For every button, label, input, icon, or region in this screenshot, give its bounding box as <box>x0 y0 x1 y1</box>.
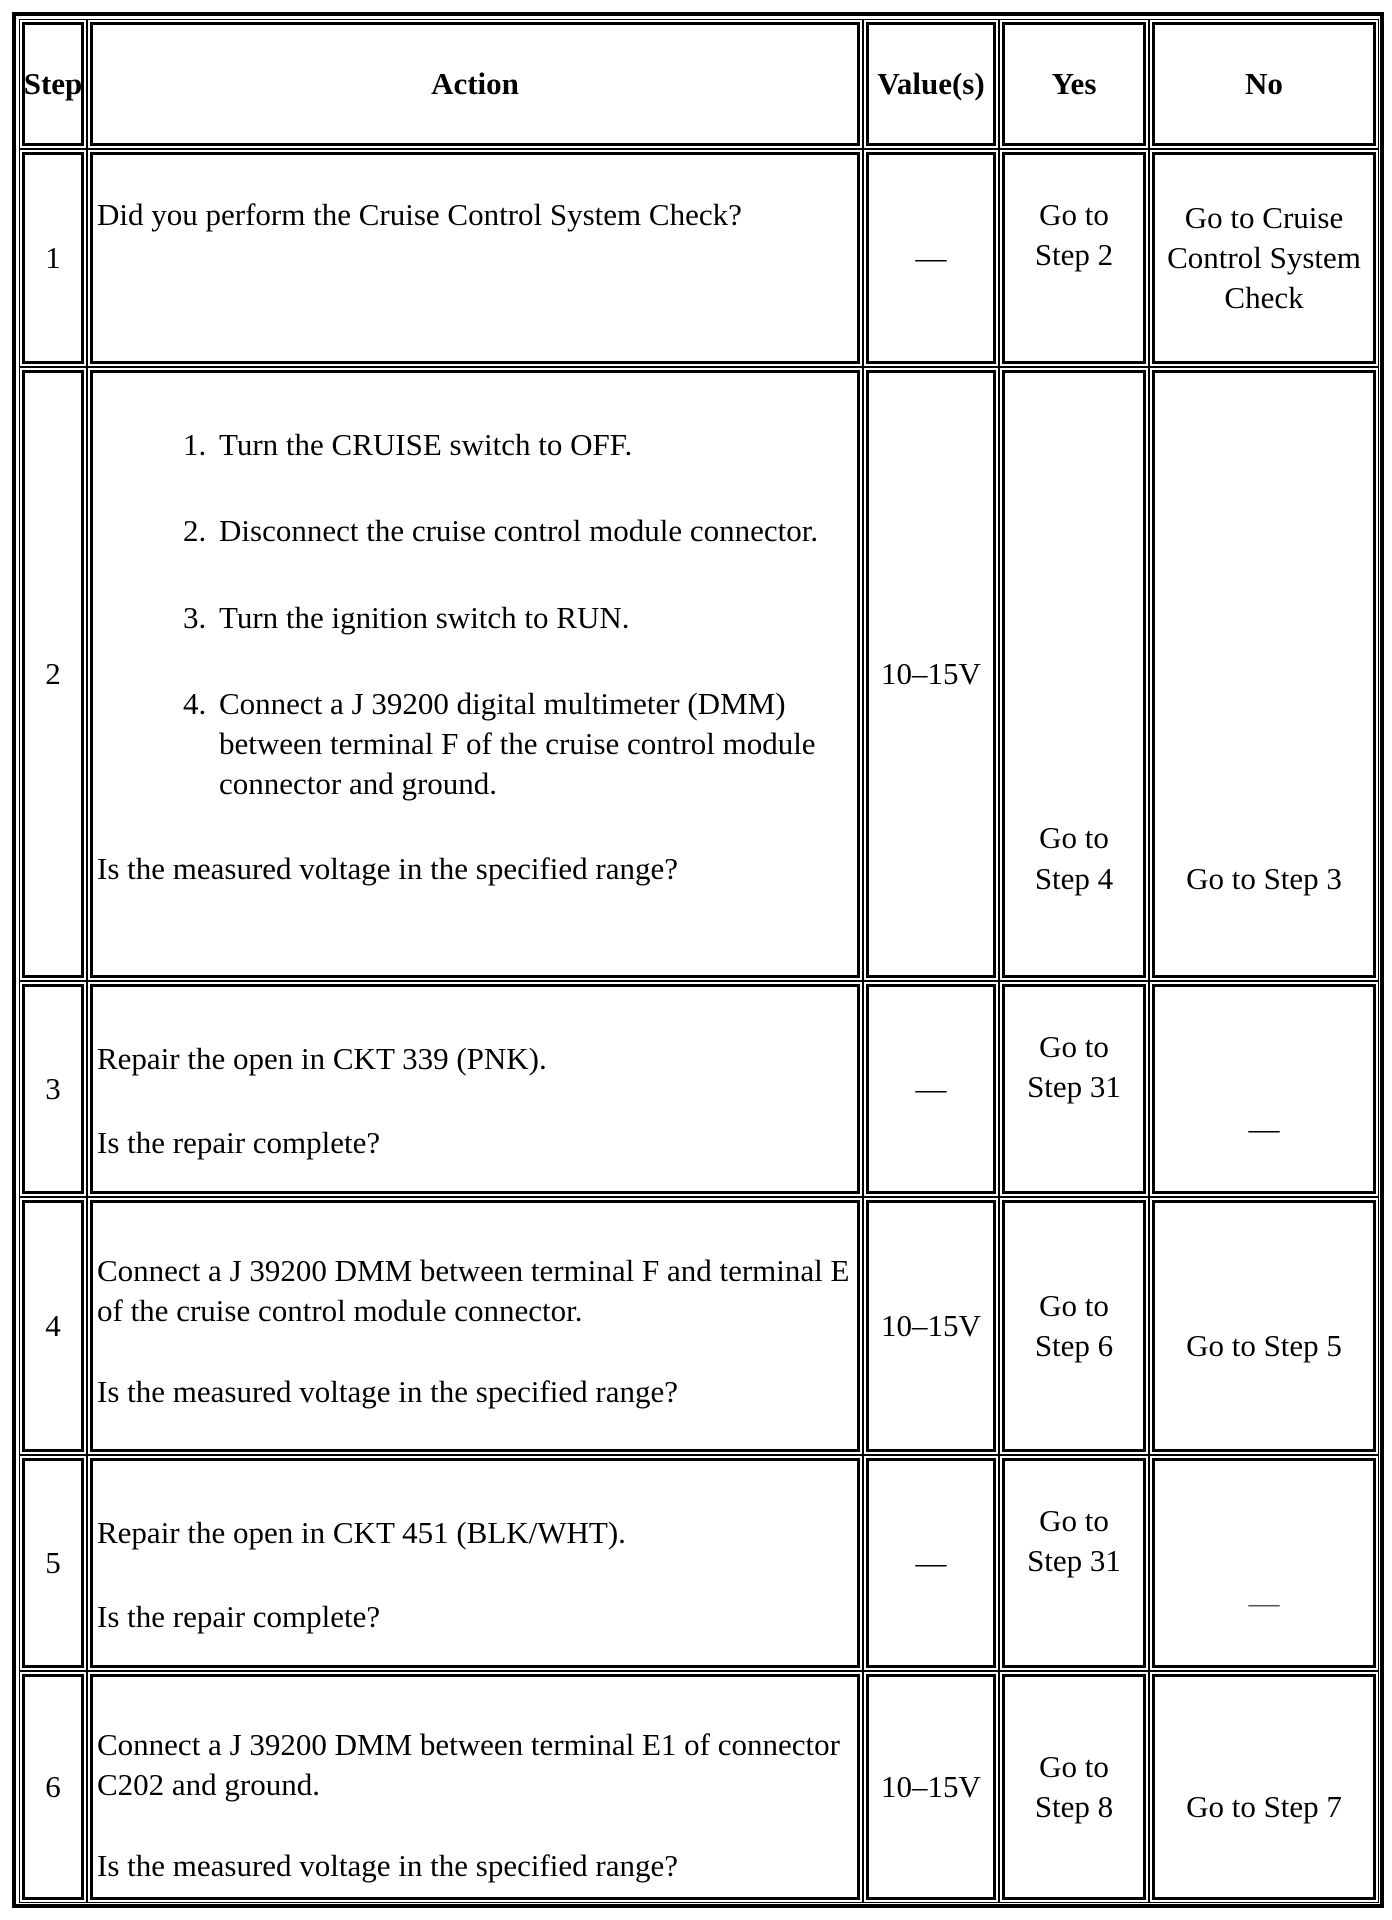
yes-cell <box>1002 1458 1146 1668</box>
action-text: Repair the open in CKT 451 (BLK/WHT). <box>97 1515 626 1550</box>
header-action: Action <box>90 22 860 146</box>
header-values: Value(s) <box>866 22 996 146</box>
list-number: 1. <box>183 427 207 462</box>
no-text: Go to Step 7 <box>1186 1788 1342 1824</box>
action-text: Repair the open in CKT 339 (PNK). <box>97 1041 547 1076</box>
step-cell: 1 <box>22 152 84 364</box>
no-cell <box>1152 1674 1376 1900</box>
yes-cell <box>1002 1674 1146 1900</box>
values-cell: 10–15V <box>866 370 996 978</box>
yes-cell <box>1002 152 1146 364</box>
action-question: Is the repair complete? <box>97 1599 381 1635</box>
step-cell: 4 <box>22 1200 84 1452</box>
yes-cell <box>1002 1200 1146 1452</box>
action-text: Connect a J 39200 DMM between terminal E1 of connector C202 and ground. <box>97 1727 840 1803</box>
yes-cell <box>1002 984 1146 1194</box>
list-item: 4. Connect a J 39200 digital multimeter (DMM) between terminal F of the cruise control module connector and ground. <box>183 684 851 805</box>
no-cell <box>1152 370 1376 978</box>
step-cell: 3 <box>22 984 84 1194</box>
list-item: 2. Disconnect the cruise control module connector. <box>183 511 851 551</box>
values-cell: — <box>866 1458 996 1668</box>
yes-text: Go to Step 8 <box>1034 1748 1114 1824</box>
yes-text: Go to Step 4 <box>1034 820 1114 896</box>
no-text: Go to Step 3 <box>1186 860 1342 896</box>
step-cell: 6 <box>22 1674 84 1900</box>
action-cell <box>90 1674 860 1900</box>
values-cell: 10–15V <box>866 1674 996 1900</box>
action-text: Did you perform the Cruise Control System Check? <box>97 197 742 232</box>
yes-cell <box>1002 370 1146 978</box>
list-number: 2. <box>183 513 207 549</box>
no-cell: — <box>1152 1458 1376 1668</box>
no-cell <box>1152 152 1376 364</box>
action-cell <box>90 370 860 978</box>
yes-text: Go to Step 2 <box>1034 197 1114 273</box>
no-cell <box>1152 1200 1376 1452</box>
list-number: 4. <box>183 685 207 721</box>
values-cell: — <box>866 984 996 1194</box>
no-cell: — <box>1152 984 1376 1194</box>
action-cell <box>90 1200 860 1452</box>
action-cell <box>90 984 860 1194</box>
header-step: Step <box>22 22 84 146</box>
header-no: No <box>1152 22 1376 146</box>
yes-text: Go to Step 31 <box>1027 1029 1121 1105</box>
list-item: 1. Turn the CRUISE switch to OFF. <box>183 425 851 465</box>
diagnostic-table <box>12 12 1384 1908</box>
action-question: Is the measured voltage in the specified range? <box>97 1373 679 1409</box>
action-text: Is the measured voltage in the specified range? <box>97 850 679 886</box>
values-cell: — <box>866 152 996 364</box>
values-cell: 10–15V <box>866 1200 996 1452</box>
step-cell: 2 <box>22 370 84 978</box>
no-text: Go to Cruise Control System Check <box>1167 199 1361 316</box>
header-yes: Yes <box>1002 22 1146 146</box>
action-question: Is the measured voltage in the specified range? <box>97 1847 679 1883</box>
list-item: 3. Turn the ignition switch to RUN. <box>183 598 851 638</box>
action-text: Connect a J 39200 DMM between terminal F and terminal E of the cruise control module connector. <box>97 1253 850 1329</box>
list-number: 3. <box>183 599 207 635</box>
action-cell <box>90 1458 860 1668</box>
action-question: Is the repair complete? <box>97 1125 381 1161</box>
step-cell: 5 <box>22 1458 84 1668</box>
yes-text: Go to Step 6 <box>1034 1287 1114 1363</box>
yes-text: Go to Step 31 <box>1027 1503 1121 1579</box>
procedure-list <box>97 425 851 805</box>
no-text: Go to Step 5 <box>1186 1327 1342 1363</box>
action-cell <box>90 152 860 364</box>
